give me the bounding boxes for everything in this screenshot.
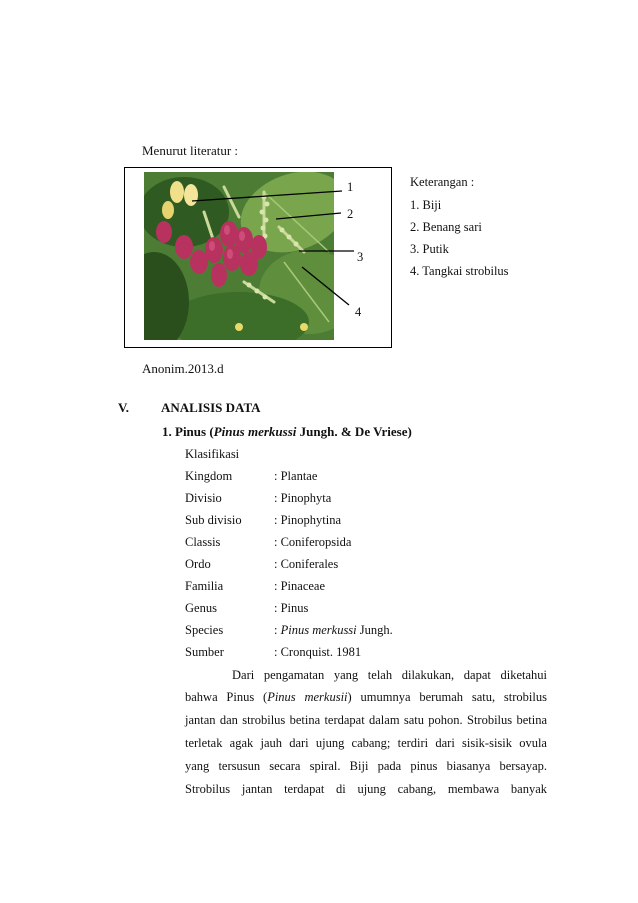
section-number: V. [118,400,129,415]
legend-item: 3. Putik [410,242,449,256]
subsection-open-paren: ( [209,424,214,439]
intro-text: Menurut literatur : [142,143,239,158]
paragraph-line: Strobilus jantan terdapat di ujung cabang, membawa banyak [185,782,547,796]
subsection-latin-name: Pinus merkussi [213,424,297,439]
classification-heading: Klasifikasi [185,447,240,461]
species-latin: Pinus merkussi [280,623,357,637]
classification-value: : Coniferales [274,557,339,571]
figure-caption: Anonim.2013.d [142,361,224,376]
paragraph-line: Dari pengamatan yang telah dilakukan, dapat diketahui [232,668,547,682]
classification-key: Sub divisio [185,513,242,527]
legend-item: 2. Benang sari [410,220,482,234]
figure-label-3: 3 [357,250,364,264]
classification-key: Divisio [185,491,222,505]
classification-value: : Pinophyta [274,491,332,505]
classification-key: Ordo [185,557,211,571]
paragraph-text: bahwa Pinus ( [185,690,268,704]
classification-value [274,623,393,638]
classification-key: Genus [185,601,217,615]
classification-value: : Plantae [274,469,318,483]
paragraph-text: ) umumnya berumah satu, strobilus [347,690,547,704]
plant-photo [144,172,334,340]
legend-title: Keterangan : [410,175,475,189]
paragraph-latin: Pinus merkusii [267,690,348,704]
classification-value: : Coniferopsida [274,535,352,549]
legend-item: 1. Biji [410,198,442,212]
figure-label-1: 1 [347,180,354,194]
subsection-name: Pinus [175,424,207,439]
classification-key: Species [185,623,224,637]
classification-value: : Pinaceae [274,579,326,593]
classification-key: Kingdom [185,469,233,483]
classification-value: : Cronquist. 1981 [274,645,362,659]
legend-item: 4. Tangkai strobilus [410,264,509,278]
classification-key: Sumber [185,645,224,659]
paragraph-line [185,690,547,705]
paragraph-line: terletak agak jauh dari ujung cabang; terdiri dari sisik-sisik ovula [185,736,547,750]
species-author: Jungh. [356,623,393,637]
classification-value: : Pinophytina [274,513,342,527]
classification-key: Familia [185,579,224,593]
figure-label-2: 2 [347,207,354,221]
subsection-author: Jungh. & De Vriese) [299,424,412,439]
subsection-number: 1. [162,424,172,439]
paragraph-line: jantan dan strobilus betina terdapat dalam satu pohon. Strobilus betina [185,713,547,727]
paragraph-line: yang tersusun secara spiral. Biji pada pinus biasanya bersayap. [185,759,547,773]
classification-value: : Pinus [274,601,309,615]
species-colon: : [274,623,281,637]
subsection-heading [162,424,412,440]
figure-label-4: 4 [355,305,362,319]
section-title: ANALISIS DATA [161,400,261,415]
classification-key: Classis [185,535,221,549]
